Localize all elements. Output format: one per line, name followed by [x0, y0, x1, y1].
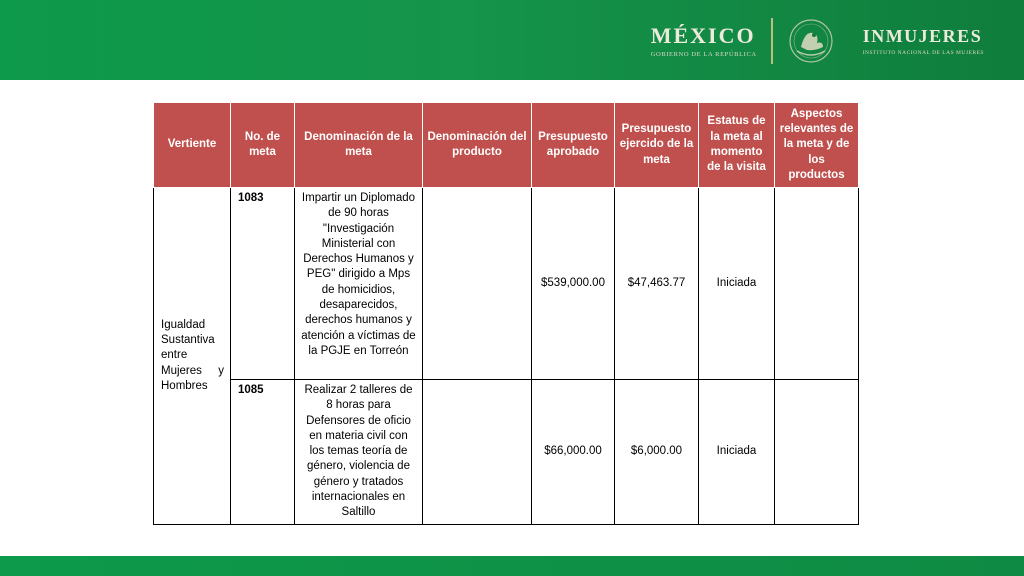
bottom-banner: [0, 556, 1024, 576]
presupuesto-aprobado-cell: $539,000.00: [532, 188, 615, 380]
inmujeres-logo-title: INMUJERES: [862, 26, 983, 46]
vertiente-line: Igualdad: [161, 318, 206, 331]
column-header: Estatus de la meta al momento de la visita: [699, 103, 775, 188]
gobierno-logo-title: MÉXICO: [650, 23, 756, 48]
aspectos-cell: [775, 188, 859, 380]
column-header: Presupuesto aprobado: [532, 103, 615, 188]
inmujeres-logo: [863, 26, 984, 56]
table-row: [154, 380, 859, 525]
estatus-cell: Iniciada: [699, 188, 775, 380]
no-meta-cell: 1085: [231, 380, 295, 525]
column-header: No. de meta: [231, 103, 295, 188]
aspectos-cell: [775, 380, 859, 525]
national-seal-icon: [783, 17, 839, 65]
top-banner: [0, 0, 1024, 80]
vertiente-line: Hombres: [161, 379, 208, 392]
no-meta-cell: 1083: [231, 188, 295, 380]
vertiente-line: Mujeres y: [161, 364, 224, 377]
table-header-row: [154, 103, 859, 188]
denominacion-meta-cell: Impartir un Diplomado de 90 horas "Investigación Ministerial con Derechos Humanos y PEG" dirigido a Mps de homicidios, desaparecidos, derechos humanos y atención a víctimas de la PGJE en Torreón: [295, 188, 423, 380]
column-header: Aspectos relevantes de la meta y de los productos: [775, 103, 859, 188]
presupuesto-ejercido-cell: $47,463.77: [615, 188, 699, 380]
vertiente-line: entre: [161, 349, 188, 362]
denominacion-producto-cell: [423, 380, 532, 525]
column-header: Denominación de la meta: [295, 103, 423, 188]
gobierno-logo: [651, 24, 757, 58]
column-header: Presupuesto ejercido de la meta: [615, 103, 699, 188]
gobierno-logo-subtitle: GOBIERNO DE LA REPÚBLICA: [650, 51, 757, 58]
inmujeres-logo-subtitle: INSTITUTO NACIONAL DE LAS MUJERES: [862, 50, 984, 56]
denominacion-meta-cell: Realizar 2 talleres de 8 horas para Defensores de oficio en materia civil con los temas teoría de género, violencia de género y tratados internacionales en Saltillo: [295, 380, 423, 525]
header-logos: [651, 16, 984, 66]
logo-divider: [771, 18, 773, 64]
metas-table: [153, 102, 859, 525]
estatus-cell: Iniciada: [699, 380, 775, 525]
column-header: Vertiente: [154, 103, 231, 188]
vertiente-line: Sustantiva: [161, 334, 215, 347]
table-row: [154, 188, 859, 380]
presupuesto-aprobado-cell: $66,000.00: [532, 380, 615, 525]
column-header: Denominación del producto: [423, 103, 532, 188]
denominacion-producto-cell: [423, 188, 532, 380]
vertiente-cell: [154, 188, 231, 525]
presupuesto-ejercido-cell: $6,000.00: [615, 380, 699, 525]
